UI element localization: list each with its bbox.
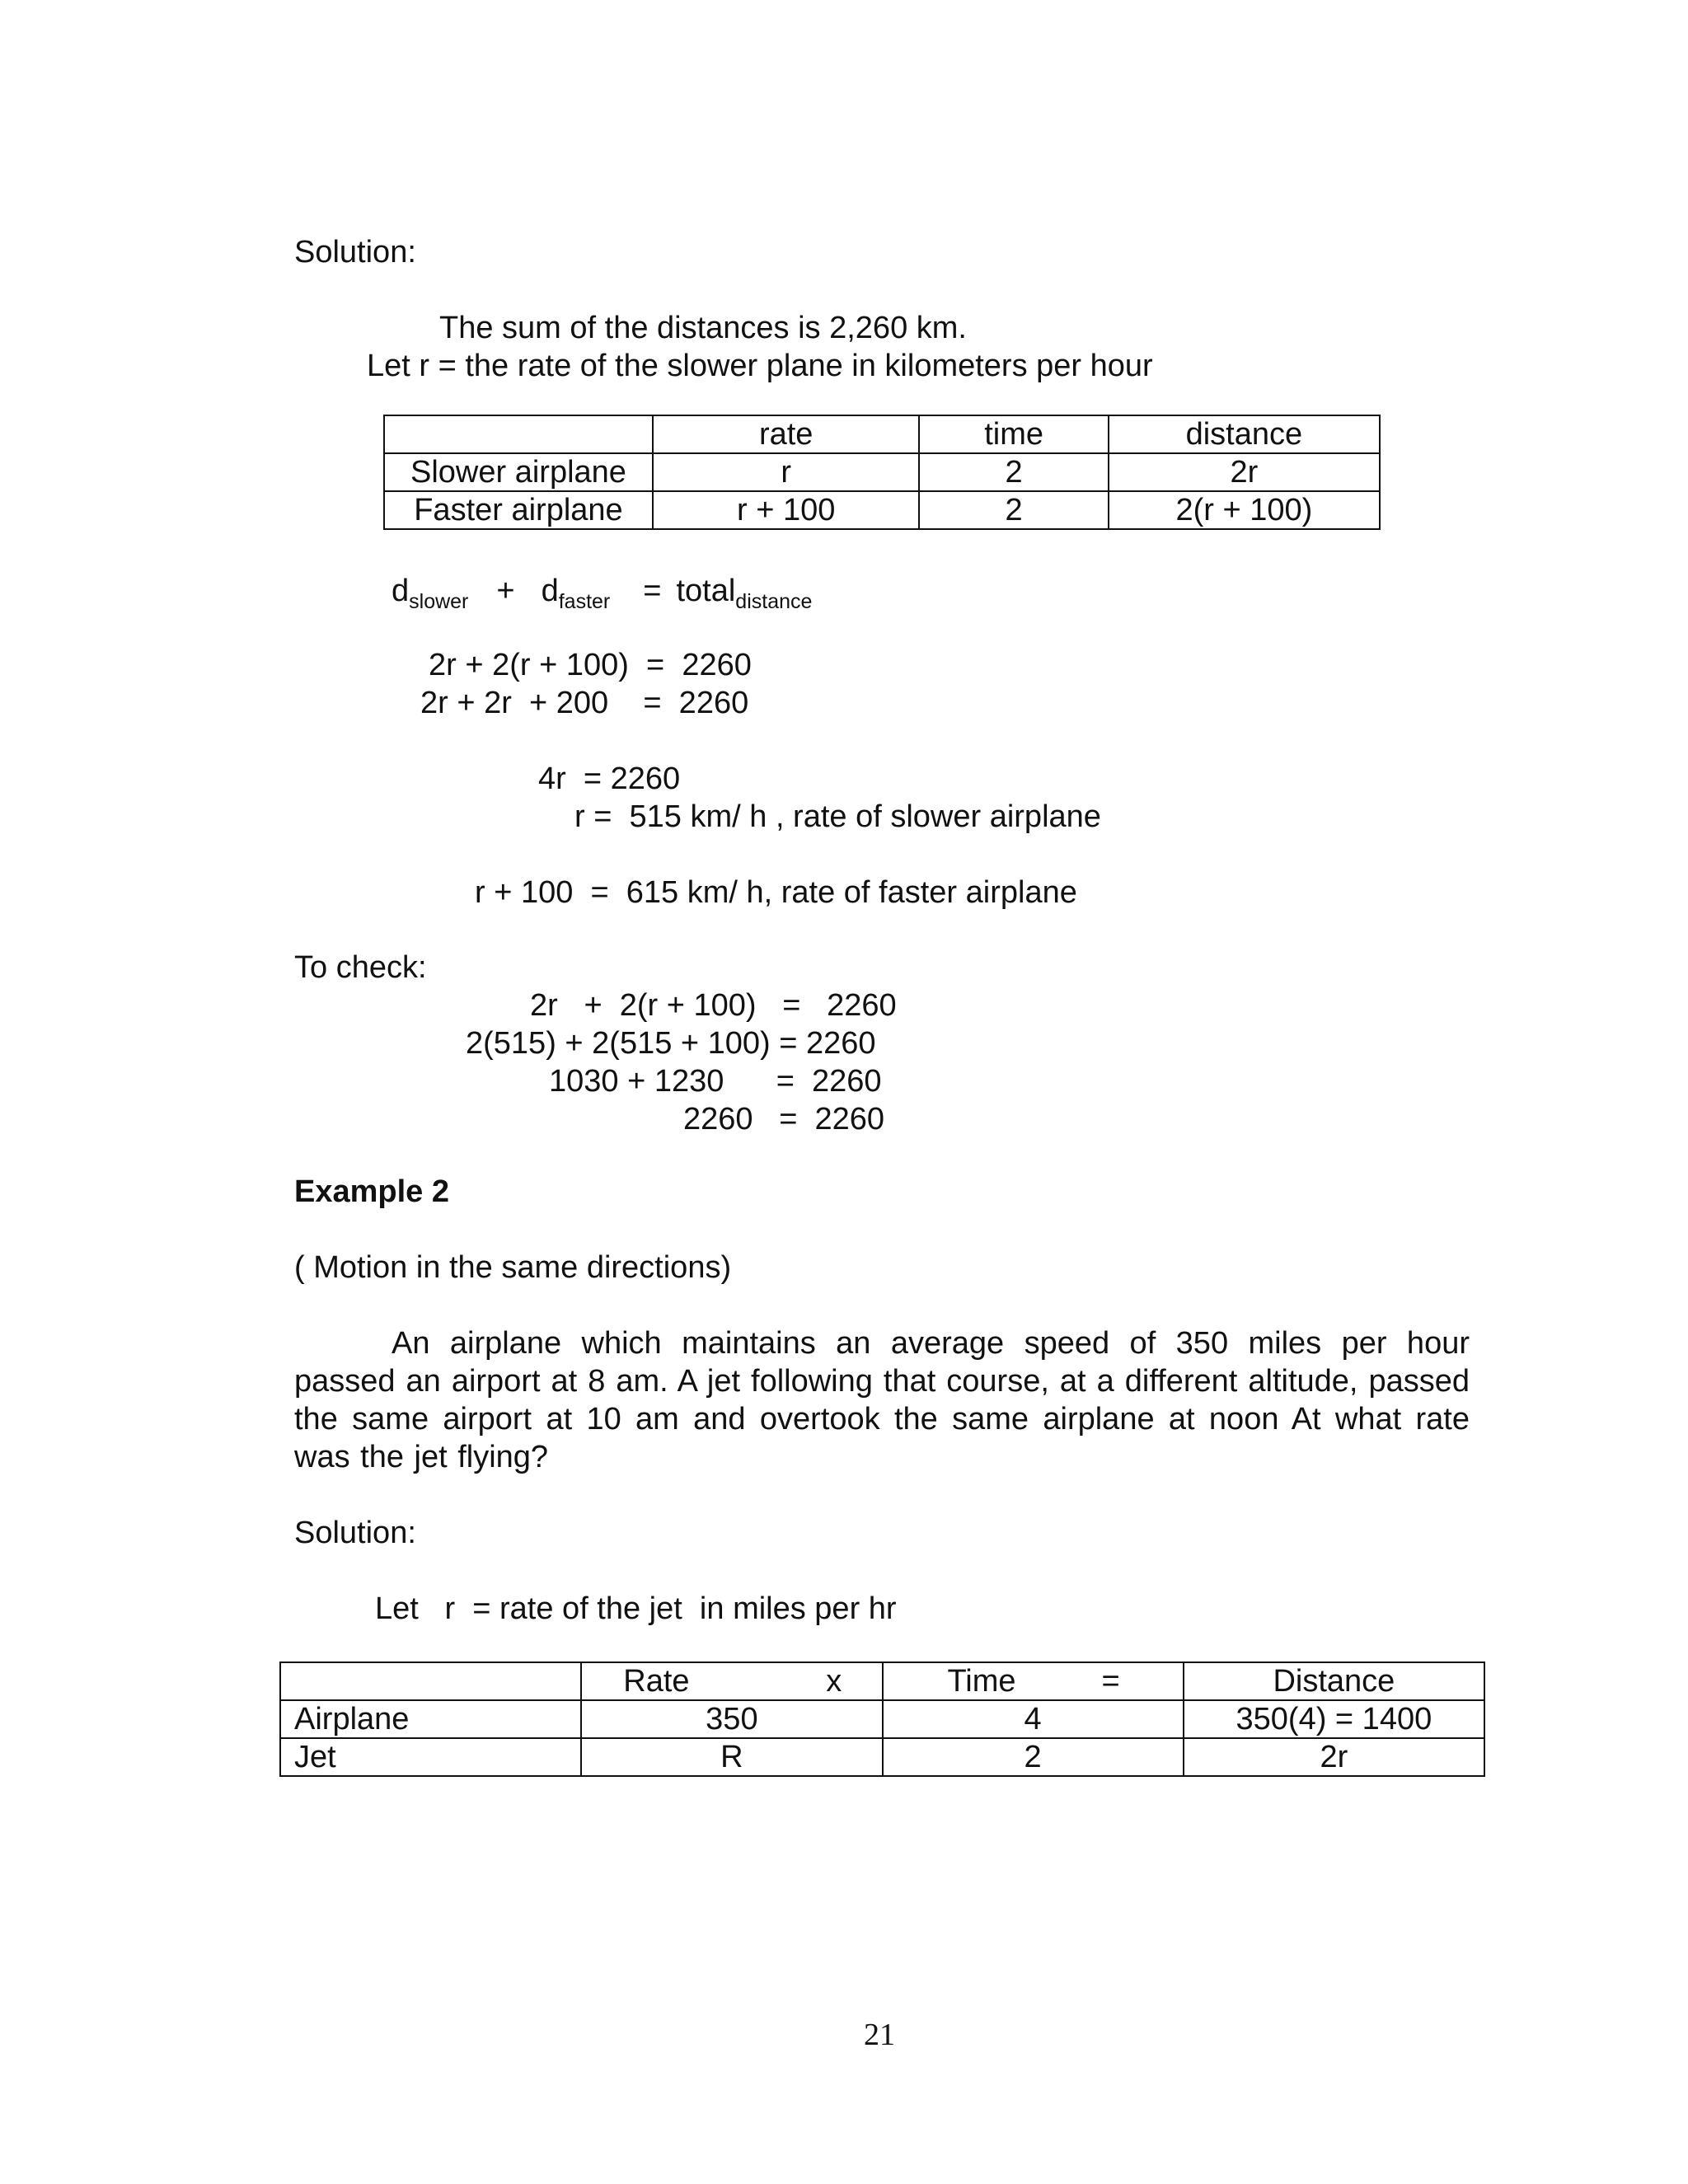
table-cell: R (581, 1738, 882, 1776)
step-2: 2r + 2r + 200 = 2260 (420, 686, 749, 720)
check-line-1: 2r + 2(r + 100) = 2260 (530, 988, 897, 1023)
table-header-rate: rate (653, 415, 920, 453)
table-row (280, 1700, 1484, 1738)
table-cell: 2r (1109, 453, 1380, 491)
table-cell: 350 (581, 1700, 882, 1738)
table-cell: 2 (919, 491, 1108, 529)
table-header-time: time (919, 415, 1108, 453)
eq-total-distance: total$_{distance}$ (676, 574, 813, 613)
distance-equation (392, 572, 813, 613)
example-2-subtitle: ( Motion in the same directions) (294, 1250, 732, 1285)
table-row (384, 491, 1380, 529)
let-statement: Let r = rate of the jet in miles per hr (375, 1591, 897, 1626)
page-number: 21 (864, 2018, 895, 2052)
table-header-row (384, 415, 1380, 453)
table-cell: Airplane (280, 1700, 581, 1738)
table-cell: Faster airplane (384, 491, 653, 529)
table-cell (280, 1662, 581, 1700)
times-sign: x (826, 1664, 842, 1699)
table-cell: Slower airplane (384, 453, 653, 491)
table-header-time (883, 1662, 1184, 1700)
step-1: 2r + 2(r + 100) = 2260 (429, 648, 752, 682)
rate-label: Rate (623, 1664, 690, 1699)
table-cell: 350(4) = 1400 (1184, 1700, 1484, 1738)
example-2-title: Example 2 (294, 1174, 449, 1209)
eq-d-slower: $d_{slower}$ (392, 574, 469, 613)
rate-time-distance-table-2 (279, 1661, 1485, 1777)
solution-label: Solution: (294, 235, 416, 269)
equals-sign: = (1101, 1664, 1120, 1699)
check-line-4: 2260 = 2260 (683, 1102, 885, 1137)
table-row (384, 453, 1380, 491)
table-header-row (280, 1662, 1484, 1700)
table-cell: 2 (883, 1738, 1184, 1776)
table-cell: 2 (919, 453, 1108, 491)
table-cell: r (653, 453, 920, 491)
example-2-problem: An airplane which maintains an average speed of 350 miles per hour passed an airport at 8 am. A jet following that course, at a different altitude, passed the same airport at 10 am and overtook the same airplane at noon At what rate was the jet flying? (294, 1326, 1470, 1474)
check-line-2: 2(515) + 2(515 + 100) = 2260 (466, 1026, 876, 1061)
step-4: r = 515 km/ h , rate of slower airplane (574, 799, 1101, 834)
intro-let-line: Let r = the rate of the slower plane in kilometers per hour (367, 349, 1153, 383)
time-label: Time (947, 1664, 1016, 1699)
table-cell: 2r (1184, 1738, 1484, 1776)
table-header-distance: Distance (1184, 1662, 1484, 1700)
table-cell: Jet (280, 1738, 581, 1776)
table-cell (384, 415, 653, 453)
solution-2-label: Solution: (294, 1516, 416, 1550)
step-3: 4r = 2260 (538, 762, 681, 796)
table-row (280, 1738, 1484, 1776)
table-cell: 4 (883, 1700, 1184, 1738)
table-cell: 2(r + 100) (1109, 491, 1380, 529)
check-label: To check: (294, 950, 427, 985)
table-cell: r + 100 (653, 491, 920, 529)
eq-plus: + (496, 574, 515, 608)
rate-time-distance-table-1 (383, 415, 1381, 530)
eq-d-faster: $d_{faster}$ (541, 574, 611, 613)
check-line-3: 1030 + 1230 = 2260 (549, 1064, 882, 1099)
table-header-rate (581, 1662, 882, 1700)
step-5: r + 100 = 615 km/ h, rate of faster airplane (475, 875, 1077, 910)
eq-equals: = (643, 574, 662, 608)
table-header-distance: distance (1109, 415, 1380, 453)
intro-sum-line: The sum of the distances is 2,260 km. (439, 311, 967, 345)
